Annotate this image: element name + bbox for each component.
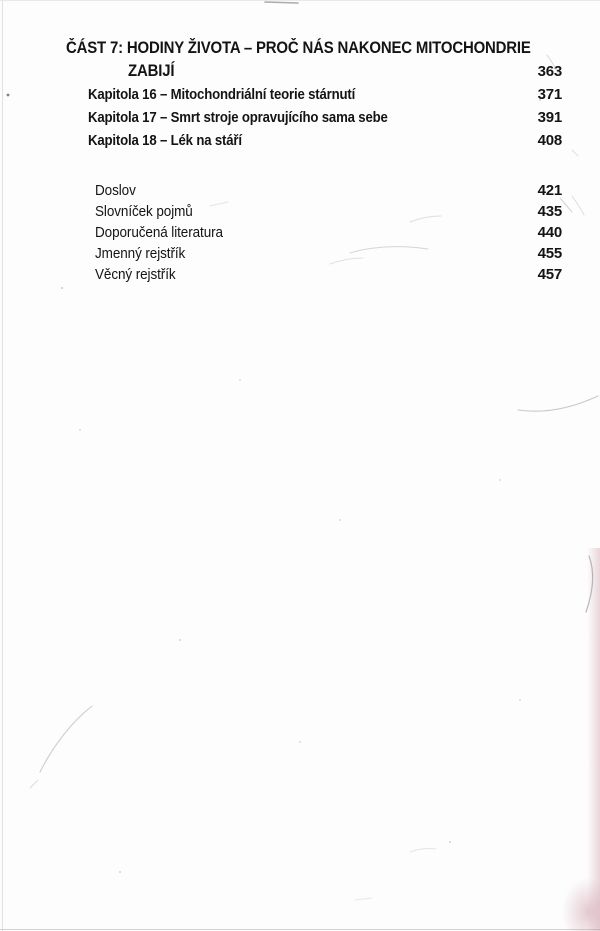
toc-entry-label: Doslov — [95, 182, 136, 199]
toc-entry-part — [88, 59, 562, 83]
toc-entry-label: Jmenný rejstřík — [95, 245, 186, 262]
toc-entry-page: 457 — [537, 266, 562, 283]
back-matter-list — [95, 180, 562, 285]
toc-entry-page: 435 — [537, 203, 562, 220]
section-gap — [88, 152, 562, 180]
toc-entry — [95, 180, 562, 201]
scan-edge-right-tint — [587, 548, 600, 931]
part-title-line1: ČÁST 7: HODINY ŽIVOTA – PROČ NÁS NAKONEC MITOCHONDRIE — [66, 38, 531, 57]
toc-entry — [95, 264, 562, 285]
toc-entry-label: Slovníček pojmů — [95, 203, 193, 220]
toc-entry-page: 440 — [537, 224, 562, 241]
table-of-contents — [66, 36, 562, 285]
toc-entry-label: Věcný rejstřík — [95, 266, 176, 283]
toc-entry-page: 455 — [537, 245, 562, 262]
toc-entry-label: Kapitola 16 – Mitochondriální teorie stárnutí — [88, 86, 356, 103]
toc-entry-page: 408 — [537, 132, 562, 149]
scan-corner-tint — [562, 877, 600, 931]
scan-edge-top — [0, 0, 600, 1]
toc-entry — [95, 201, 562, 222]
toc-entry — [95, 222, 562, 243]
toc-entry — [88, 106, 562, 129]
toc-entry-label: Kapitola 17 – Smrt stroje opravujícího sama sebe — [88, 109, 388, 126]
toc-entry — [95, 243, 562, 264]
toc-entry-page: 421 — [537, 182, 562, 199]
toc-entry-page: 371 — [537, 86, 562, 103]
toc-entry-label: Kapitola 18 – Lék na stáří — [88, 132, 242, 149]
toc-entry — [88, 129, 562, 152]
scan-edge-left — [2, 0, 3, 931]
part-title — [66, 36, 562, 59]
part-title-line2: ZABIJÍ — [128, 61, 175, 80]
toc-entry — [88, 83, 562, 106]
toc-entry-label: Doporučená literatura — [95, 224, 223, 241]
toc-entry-page: 391 — [537, 109, 562, 126]
toc-entry-page: 363 — [537, 63, 562, 80]
scan-edge-bottom — [0, 929, 600, 930]
